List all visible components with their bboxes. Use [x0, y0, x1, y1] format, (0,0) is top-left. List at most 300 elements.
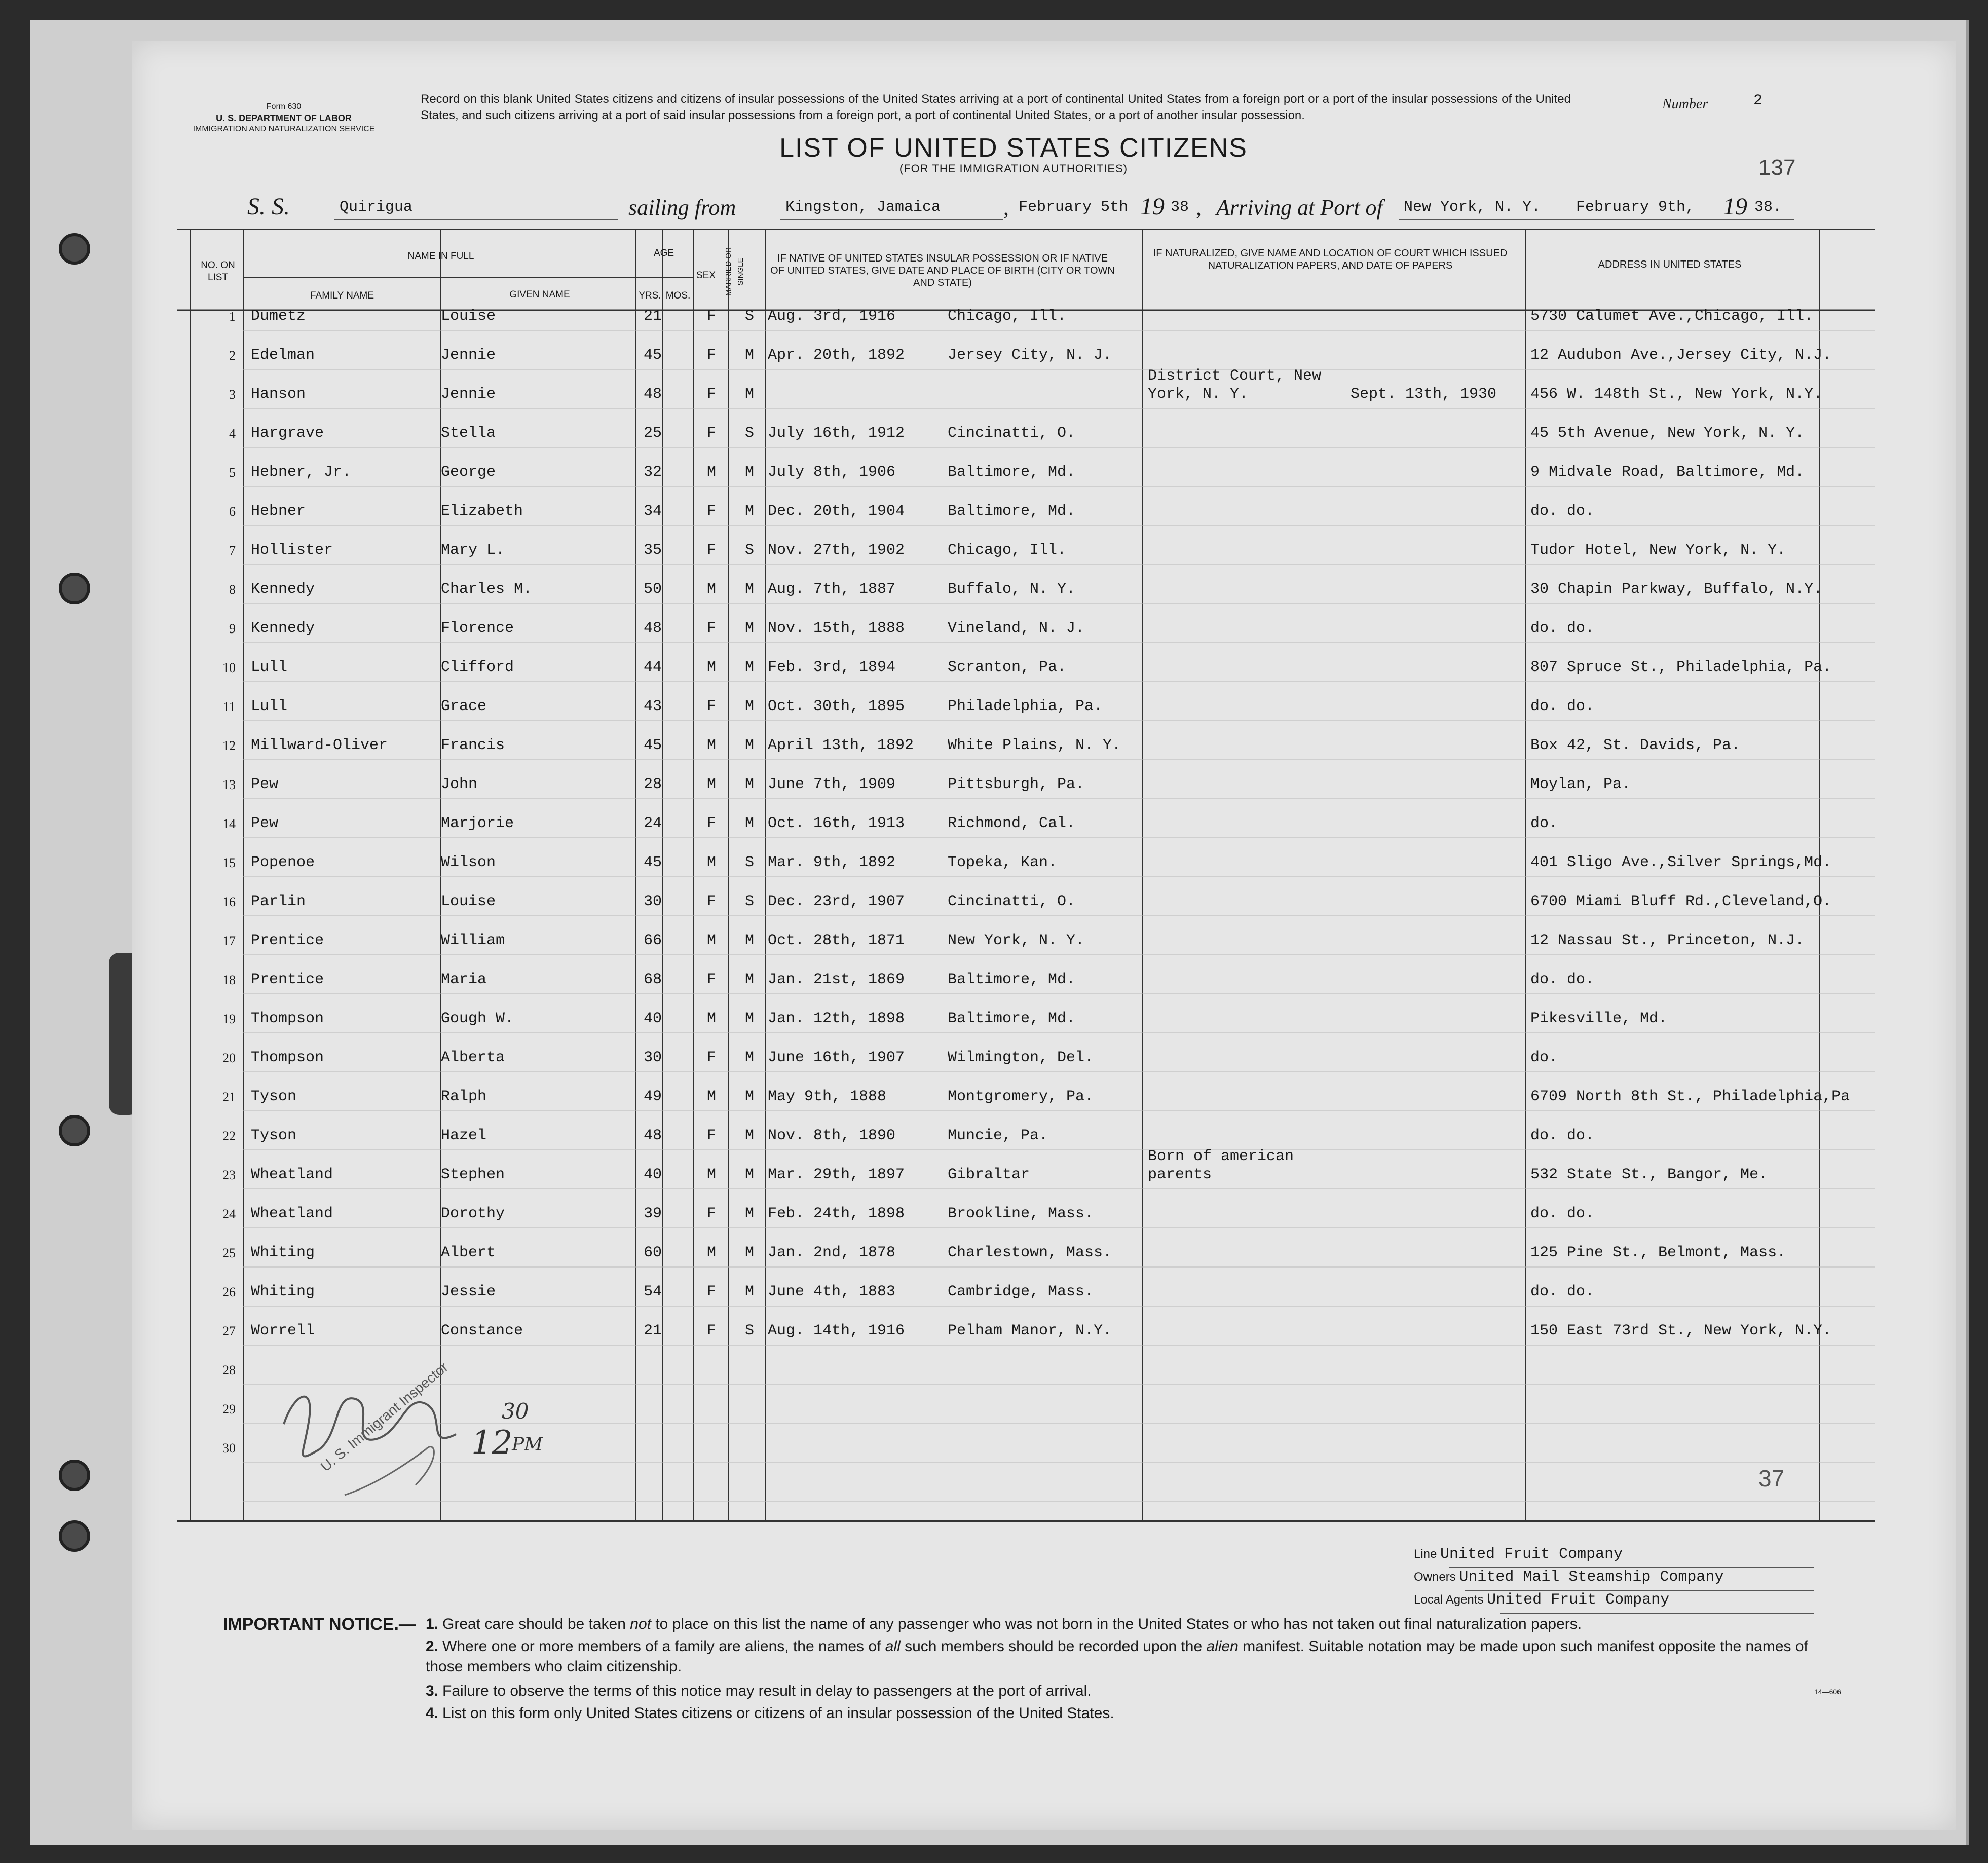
birth-place-cell: Buffalo, N. Y.: [948, 581, 1076, 598]
sex-cell: F: [707, 1322, 717, 1339]
col-age: AGE: [653, 248, 674, 258]
family-name-cell: Lull: [251, 698, 288, 715]
birth-place-cell: Richmond, Cal.: [948, 815, 1076, 832]
sex-cell: M: [707, 1244, 717, 1261]
birth-place-cell: Baltimore, Md.: [948, 503, 1076, 520]
family-name-cell: Edelman: [251, 347, 315, 364]
col-naturalized: IF NATURALIZED, GIVE NAME AND LOCATION OF COURT WHICH ISSUED NATURALIZATION PAPERS, AND DATE OF PAPERS: [1153, 248, 1508, 271]
birth-place-cell: Cincinatti, O.: [948, 425, 1076, 442]
birth-date-cell: Oct. 30th, 1895: [768, 698, 905, 715]
birth-place-cell: Muncie, Pa.: [948, 1127, 1048, 1144]
family-name-cell: Whiting: [251, 1283, 315, 1300]
address-cell: 5730 Calumet Ave.,Chicago, Ill.: [1530, 308, 1814, 325]
row-number: 7: [229, 543, 236, 558]
birth-date-cell: Nov. 27th, 1902: [768, 542, 905, 559]
row-number: 8: [229, 582, 236, 597]
family-name-cell: Kennedy: [251, 581, 315, 598]
sex-cell: M: [707, 932, 717, 949]
address-cell: 401 Sligo Ave.,Silver Springs,Md.: [1530, 854, 1832, 871]
marital-status-cell: M: [745, 1283, 755, 1300]
age-years-cell: 28: [644, 776, 662, 793]
marital-status-cell: M: [745, 347, 755, 364]
family-name-cell: Pew: [251, 815, 279, 832]
notice-label: IMPORTANT NOTICE.—: [223, 1615, 416, 1634]
agents-value: United Fruit Company: [1487, 1591, 1670, 1609]
marital-status-cell: S: [745, 893, 755, 910]
given-name-cell: Jessie: [441, 1283, 496, 1300]
age-years-cell: 32: [644, 464, 662, 481]
marital-status-cell: M: [745, 464, 755, 481]
address-cell: do. do.: [1530, 971, 1595, 988]
marital-status-cell: M: [745, 1166, 755, 1183]
sex-cell: M: [707, 776, 717, 793]
given-name-cell: Stella: [441, 425, 496, 442]
sex-cell: F: [707, 893, 717, 910]
row-number: 30: [222, 1441, 236, 1456]
age-years-cell: 45: [644, 347, 662, 364]
age-years-cell: 40: [644, 1010, 662, 1027]
marital-status-cell: M: [745, 1205, 755, 1222]
birth-date-cell: Oct. 16th, 1913: [768, 815, 905, 832]
row-number: 17: [222, 934, 236, 948]
address-cell: do. do.: [1530, 620, 1595, 637]
birth-date-cell: April 13th, 1892: [768, 737, 914, 754]
naturalization-court-cell: District Court, New York, N. Y.: [1148, 367, 1322, 403]
row-number: 29: [222, 1402, 236, 1417]
family-name-cell: Wheatland: [251, 1166, 333, 1183]
naturalization-date-cell: Sept. 13th, 1930: [1351, 386, 1497, 403]
row-number: 22: [222, 1129, 236, 1143]
given-name-cell: Jennie: [441, 347, 496, 364]
record-instructions: Record on this blank United States citizens and citizens of insular possessions of the United States arriving at a port of continental United States from a foreign port or a port of the insular possessions of the United States, and such citizens arriving at a port of said insular possessions from a foreign port, a port of continental United States, or a port of another insular possession.: [421, 92, 1571, 122]
address-cell: 807 Spruce St., Philadelphia, Pa.: [1530, 659, 1832, 676]
birth-place-cell: Montgromery, Pa.: [948, 1088, 1094, 1105]
address-cell: 45 5th Avenue, New York, N. Y.: [1530, 425, 1805, 442]
age-years-cell: 45: [644, 854, 662, 871]
given-name-cell: Wilson: [441, 854, 496, 871]
age-years-cell: 48: [644, 386, 662, 403]
birth-date-cell: Mar. 29th, 1897: [768, 1166, 905, 1183]
family-name-cell: Whiting: [251, 1244, 315, 1261]
family-name-cell: Dumetz: [251, 308, 306, 325]
sex-cell: F: [707, 1127, 717, 1144]
agents-field: [1414, 1591, 1669, 1609]
marital-status-cell: M: [745, 1049, 755, 1066]
address-cell: Tudor Hotel, New York, N. Y.: [1530, 542, 1786, 559]
sex-cell: F: [707, 1283, 717, 1300]
col-name-in-full: NAME IN FULL: [407, 251, 474, 262]
birth-date-cell: Jan. 12th, 1898: [768, 1010, 905, 1027]
line-label: Line: [1414, 1547, 1437, 1561]
sex-cell: F: [707, 698, 717, 715]
arrival-date: February 9th,: [1576, 199, 1695, 216]
row-number: 6: [229, 504, 236, 519]
arrival-time-hour: 12: [471, 1424, 513, 1462]
col-mos: MOS.: [665, 290, 691, 301]
birth-place-cell: Cincinatti, O.: [948, 893, 1076, 910]
sex-cell: M: [707, 581, 717, 598]
family-name-cell: Thompson: [251, 1049, 324, 1066]
ship-name: Quirigua: [340, 199, 413, 216]
given-name-cell: Jennie: [441, 386, 496, 403]
marital-status-cell: M: [745, 386, 755, 403]
age-years-cell: 40: [644, 1166, 662, 1183]
sex-cell: M: [707, 659, 717, 676]
passenger-table: [177, 229, 1875, 1547]
address-cell: 30 Chapin Parkway, Buffalo, N.Y.: [1530, 581, 1823, 598]
sex-cell: F: [707, 308, 717, 325]
given-name-cell: Alberta: [441, 1049, 505, 1066]
family-name-cell: Worrell: [251, 1322, 315, 1339]
sex-cell: M: [707, 1166, 717, 1183]
address-cell: 532 State St., Bangor, Me.: [1530, 1166, 1768, 1183]
marital-status-cell: S: [745, 308, 755, 325]
birth-place-cell: Charlestown, Mass.: [948, 1244, 1112, 1261]
arrival-time-pm: PM: [512, 1434, 543, 1455]
age-years-cell: 54: [644, 1283, 662, 1300]
row-number: 27: [222, 1324, 236, 1338]
age-years-cell: 25: [644, 425, 662, 442]
naturalization-court-cell: Born of american parents: [1148, 1148, 1294, 1183]
birth-date-cell: July 8th, 1906: [768, 464, 896, 481]
punch-hole: [59, 1520, 90, 1552]
birth-place-cell: Jersey City, N. J.: [948, 347, 1112, 364]
birth-date-cell: June 7th, 1909: [768, 776, 896, 793]
notice-item: 2. Where one or more members of a family are aliens, the names of all such members should be recorded upon the alien manifest. Suitable notation may be made upon such manifest opposite the names of those members who claim citizenship.: [426, 1638, 1808, 1675]
age-years-cell: 30: [644, 1049, 662, 1066]
age-years-cell: 35: [644, 542, 662, 559]
owners-field: [1414, 1569, 1723, 1586]
punch-hole: [59, 1460, 90, 1491]
sex-cell: F: [707, 386, 717, 403]
sailing-from-label: sailing from: [628, 195, 736, 220]
arriving-label: Arriving at Port of: [1216, 195, 1383, 220]
age-years-cell: 39: [644, 1205, 662, 1222]
family-name-cell: Tyson: [251, 1088, 297, 1105]
sex-cell: M: [707, 737, 717, 754]
sex-cell: F: [707, 503, 717, 520]
col-no-on-list: NO. ON LIST: [201, 260, 235, 283]
given-name-cell: Florence: [441, 620, 514, 637]
marital-status-cell: M: [745, 1088, 755, 1105]
family-name-cell: Wheatland: [251, 1205, 333, 1222]
birth-date-cell: Jan. 21st, 1869: [768, 971, 905, 988]
row-number: 10: [222, 660, 236, 675]
birth-date-cell: July 16th, 1912: [768, 425, 905, 442]
family-name-cell: Hanson: [251, 386, 306, 403]
row-number: 21: [222, 1090, 236, 1104]
birth-date-cell: Jan. 2nd, 1878: [768, 1244, 896, 1261]
marital-status-cell: M: [745, 1010, 755, 1027]
punch-hole: [59, 1115, 90, 1146]
row-number: 25: [222, 1246, 236, 1260]
given-name-cell: William: [441, 932, 505, 949]
address-cell: 9 Midvale Road, Baltimore, Md.: [1530, 464, 1805, 481]
family-name-cell: Pew: [251, 776, 279, 793]
punch-hole: [59, 573, 90, 604]
birth-place-cell: New York, N. Y.: [948, 932, 1085, 949]
age-years-cell: 60: [644, 1244, 662, 1261]
given-name-cell: Stephen: [441, 1166, 505, 1183]
birth-place-cell: White Plains, N. Y.: [948, 737, 1121, 754]
age-years-cell: 49: [644, 1088, 662, 1105]
birth-date-cell: Nov. 15th, 1888: [768, 620, 905, 637]
address-cell: 12 Audubon Ave.,Jersey City, N.J.: [1530, 347, 1832, 364]
birth-date-cell: Dec. 20th, 1904: [768, 503, 905, 520]
family-name-cell: Hebner, Jr.: [251, 464, 352, 481]
family-name-cell: Lull: [251, 659, 288, 676]
line-value: United Fruit Company: [1440, 1546, 1623, 1563]
birth-date-cell: Aug. 14th, 1916: [768, 1322, 905, 1339]
birth-date-cell: Feb. 3rd, 1894: [768, 659, 896, 676]
marital-status-cell: M: [745, 737, 755, 754]
marital-status-cell: M: [745, 698, 755, 715]
sex-cell: F: [707, 620, 717, 637]
birth-date-cell: Aug. 7th, 1887: [768, 581, 896, 598]
marital-status-cell: M: [745, 503, 755, 520]
row-number: 12: [222, 738, 236, 753]
arrival-port: New York, N. Y.: [1404, 199, 1541, 216]
age-years-cell: 66: [644, 932, 662, 949]
age-years-cell: 34: [644, 503, 662, 520]
col-yrs: YRS.: [639, 290, 661, 301]
address-cell: Box 42, St. Davids, Pa.: [1530, 737, 1741, 754]
given-name-cell: Louise: [441, 308, 496, 325]
birth-date-cell: Oct. 28th, 1871: [768, 932, 905, 949]
birth-date-cell: Dec. 23rd, 1907: [768, 893, 905, 910]
marital-status-cell: M: [745, 581, 755, 598]
agents-label: Local Agents: [1414, 1593, 1484, 1607]
age-years-cell: 44: [644, 659, 662, 676]
family-name-cell: Prentice: [251, 932, 324, 949]
year-prefix-2: 19: [1723, 193, 1747, 220]
row-number: 5: [229, 465, 236, 480]
number-value: 2: [1753, 92, 1763, 109]
birth-place-cell: Brookline, Mass.: [948, 1205, 1094, 1222]
marital-status-cell: S: [745, 425, 755, 442]
birth-date-cell: Mar. 9th, 1892: [768, 854, 896, 871]
row-number: 13: [222, 777, 236, 792]
birth-place-cell: Wilmington, Del.: [948, 1049, 1094, 1066]
age-years-cell: 68: [644, 971, 662, 988]
page-number: 137: [1758, 155, 1796, 180]
address-cell: do.: [1530, 815, 1558, 832]
birth-place-cell: Vineland, N. J.: [948, 620, 1085, 637]
inspector-signature: [274, 1363, 486, 1515]
notice-item: 3. Failure to observe the terms of this notice may result in delay to passengers at the port of arrival.: [426, 1683, 1092, 1699]
given-name-cell: Maria: [441, 971, 487, 988]
sex-cell: F: [707, 815, 717, 832]
given-name-cell: Mary L.: [441, 542, 505, 559]
sex-cell: F: [707, 1049, 717, 1066]
sex-cell: M: [707, 1088, 717, 1105]
family-name-cell: Kennedy: [251, 620, 315, 637]
department-name: U. S. DEPARTMENT OF LABOR: [216, 113, 352, 123]
given-name-cell: Charles M.: [441, 581, 533, 598]
given-name-cell: Grace: [441, 698, 487, 715]
departure-year: 38: [1171, 199, 1189, 216]
birth-place-cell: Cambridge, Mass.: [948, 1283, 1094, 1300]
sex-cell: F: [707, 971, 717, 988]
marital-status-cell: M: [745, 1244, 755, 1261]
row-number: 2: [229, 348, 236, 363]
col-married-single: MARRIED OR SINGLE: [724, 247, 745, 296]
address-cell: Moylan, Pa.: [1530, 776, 1631, 793]
address-cell: do. do.: [1530, 1205, 1595, 1222]
address-cell: 6700 Miami Bluff Rd.,Cleveland,O.: [1530, 893, 1832, 910]
birth-date-cell: Nov. 8th, 1890: [768, 1127, 896, 1144]
row-number: 18: [222, 973, 236, 987]
address-cell: do. do.: [1530, 1127, 1595, 1144]
given-name-cell: John: [441, 776, 478, 793]
address-cell: 12 Nassau St., Princeton, N.J.: [1530, 932, 1805, 949]
family-name-cell: Hebner: [251, 503, 306, 520]
row-number: 3: [229, 387, 236, 402]
passenger-count: 37: [1758, 1465, 1785, 1492]
sex-cell: M: [707, 1010, 717, 1027]
birth-place-cell: Baltimore, Md.: [948, 464, 1076, 481]
family-name-cell: Prentice: [251, 971, 324, 988]
family-name-cell: Thompson: [251, 1010, 324, 1027]
sex-cell: F: [707, 425, 717, 442]
row-number: 24: [222, 1207, 236, 1221]
address-cell: 150 East 73rd St., New York, N.Y.: [1530, 1322, 1832, 1339]
row-number: 26: [222, 1285, 236, 1299]
given-name-cell: Elizabeth: [441, 503, 523, 520]
sex-cell: F: [707, 542, 717, 559]
birth-place-cell: Philadelphia, Pa.: [948, 698, 1103, 715]
birth-place-cell: Baltimore, Md.: [948, 1010, 1076, 1027]
birth-date-cell: Feb. 24th, 1898: [768, 1205, 905, 1222]
age-years-cell: 21: [644, 308, 662, 325]
age-years-cell: 48: [644, 620, 662, 637]
given-name-cell: Francis: [441, 737, 505, 754]
address-cell: do.: [1530, 1049, 1558, 1066]
col-family-name: FAMILY NAME: [310, 290, 374, 301]
birth-date-cell: Aug. 3rd, 1916: [768, 308, 896, 325]
family-name-cell: Parlin: [251, 893, 306, 910]
marital-status-cell: M: [745, 971, 755, 988]
address-cell: do. do.: [1530, 1283, 1595, 1300]
family-name-cell: Hollister: [251, 542, 333, 559]
marital-status-cell: M: [745, 620, 755, 637]
col-birth: IF NATIVE OF UNITED STATES INSULAR POSSESSION OR IF NATIVE OF UNITED STATES, GIVE DATE AND PLACE OF BIRTH (CITY OR TOWN AND STATE): [770, 253, 1115, 288]
sex-cell: M: [707, 854, 717, 871]
given-name-cell: Ralph: [441, 1088, 487, 1105]
given-name-cell: Hazel: [441, 1127, 487, 1144]
notice-item: 1. Great care should be taken not to place on this list the name of any passenger who was not born in the United States or who has not taken out final naturalization papers.: [426, 1616, 1582, 1632]
age-years-cell: 30: [644, 893, 662, 910]
given-name-cell: Clifford: [441, 659, 514, 676]
address-cell: 6709 North 8th St., Philadelphia,Pa: [1530, 1088, 1850, 1105]
marital-status-cell: S: [745, 542, 755, 559]
punch-hole: [59, 233, 90, 265]
row-number: 15: [222, 855, 236, 870]
notice-item: 4. List on this form only United States citizens or citizens of an insular possession of the United States.: [426, 1705, 1114, 1722]
col-sex: SEX: [696, 270, 716, 281]
birth-place-cell: Pelham Manor, N.Y.: [948, 1322, 1112, 1339]
birth-place-cell: Chicago, Ill.: [948, 308, 1067, 325]
birth-date-cell: May 9th, 1888: [768, 1088, 887, 1105]
row-number: 1: [229, 309, 236, 324]
age-years-cell: 21: [644, 1322, 662, 1339]
address-cell: do. do.: [1530, 503, 1595, 520]
row-number: 14: [222, 816, 236, 831]
col-address: ADDRESS IN UNITED STATES: [1598, 259, 1742, 270]
row-number: 16: [222, 895, 236, 909]
arrival-year: 38.: [1754, 199, 1782, 216]
birth-place-cell: Chicago, Ill.: [948, 542, 1067, 559]
row-number: 11: [222, 699, 236, 714]
birth-place-cell: Gibraltar: [948, 1166, 1030, 1183]
birth-date-cell: June 16th, 1907: [768, 1049, 905, 1066]
address-cell: do. do.: [1530, 698, 1595, 715]
marital-status-cell: M: [745, 932, 755, 949]
given-name-cell: Albert: [441, 1244, 496, 1261]
birth-place-cell: Pittsburgh, Pa.: [948, 776, 1085, 793]
form-number: Form 630: [266, 102, 302, 111]
marital-status-cell: M: [745, 776, 755, 793]
form-code: 14—606: [1814, 1688, 1841, 1696]
year-prefix: 19: [1140, 193, 1165, 220]
family-name-cell: Tyson: [251, 1127, 297, 1144]
given-name-cell: Dorothy: [441, 1205, 505, 1222]
departure-date: February 5th: [1019, 199, 1129, 216]
sex-cell: F: [707, 347, 717, 364]
family-name-cell: Millward-Oliver: [251, 737, 388, 754]
row-number: 4: [229, 426, 236, 441]
row-number: 19: [222, 1012, 236, 1026]
sex-cell: M: [707, 464, 717, 481]
marital-status-cell: S: [745, 1322, 755, 1339]
family-name-cell: Popenoe: [251, 854, 315, 871]
arrival-time-minutes: 30: [502, 1399, 529, 1424]
given-name-cell: Gough W.: [441, 1010, 514, 1027]
age-years-cell: 50: [644, 581, 662, 598]
owners-value: United Mail Steamship Company: [1459, 1569, 1724, 1586]
age-years-cell: 24: [644, 815, 662, 832]
given-name-cell: Louise: [441, 893, 496, 910]
marital-status-cell: S: [745, 854, 755, 871]
form-identifier: [193, 101, 375, 135]
given-name-cell: Marjorie: [441, 815, 514, 832]
address-cell: Pikesville, Md.: [1530, 1010, 1668, 1027]
row-number: 20: [222, 1051, 236, 1065]
birth-date-cell: June 4th, 1883: [768, 1283, 896, 1300]
service-name: IMMIGRATION AND NATURALIZATION SERVICE: [193, 125, 375, 133]
sex-cell: F: [707, 1205, 717, 1222]
page-title: LIST OF UNITED STATES CITIZENS: [779, 133, 1248, 163]
number-label: Number: [1662, 96, 1708, 112]
from-port: Kingston, Jamaica: [785, 199, 941, 216]
ss-label: S. S.: [247, 193, 290, 220]
line-field: [1414, 1546, 1623, 1563]
marital-status-cell: M: [745, 815, 755, 832]
marital-status-cell: M: [745, 1127, 755, 1144]
col-given-name: GIVEN NAME: [509, 289, 570, 300]
inspector-stamp: U. S. Immigrant Inspector: [317, 1359, 451, 1475]
birth-place-cell: Baltimore, Md.: [948, 971, 1076, 988]
given-name-cell: George: [441, 464, 496, 481]
row-number: 23: [222, 1168, 236, 1182]
birth-place-cell: Scranton, Pa.: [948, 659, 1067, 676]
age-years-cell: 45: [644, 737, 662, 754]
row-number: 28: [222, 1363, 236, 1377]
family-name-cell: Hargrave: [251, 425, 324, 442]
birth-date-cell: Apr. 20th, 1892: [768, 347, 905, 364]
owners-label: Owners: [1414, 1570, 1456, 1584]
age-years-cell: 48: [644, 1127, 662, 1144]
